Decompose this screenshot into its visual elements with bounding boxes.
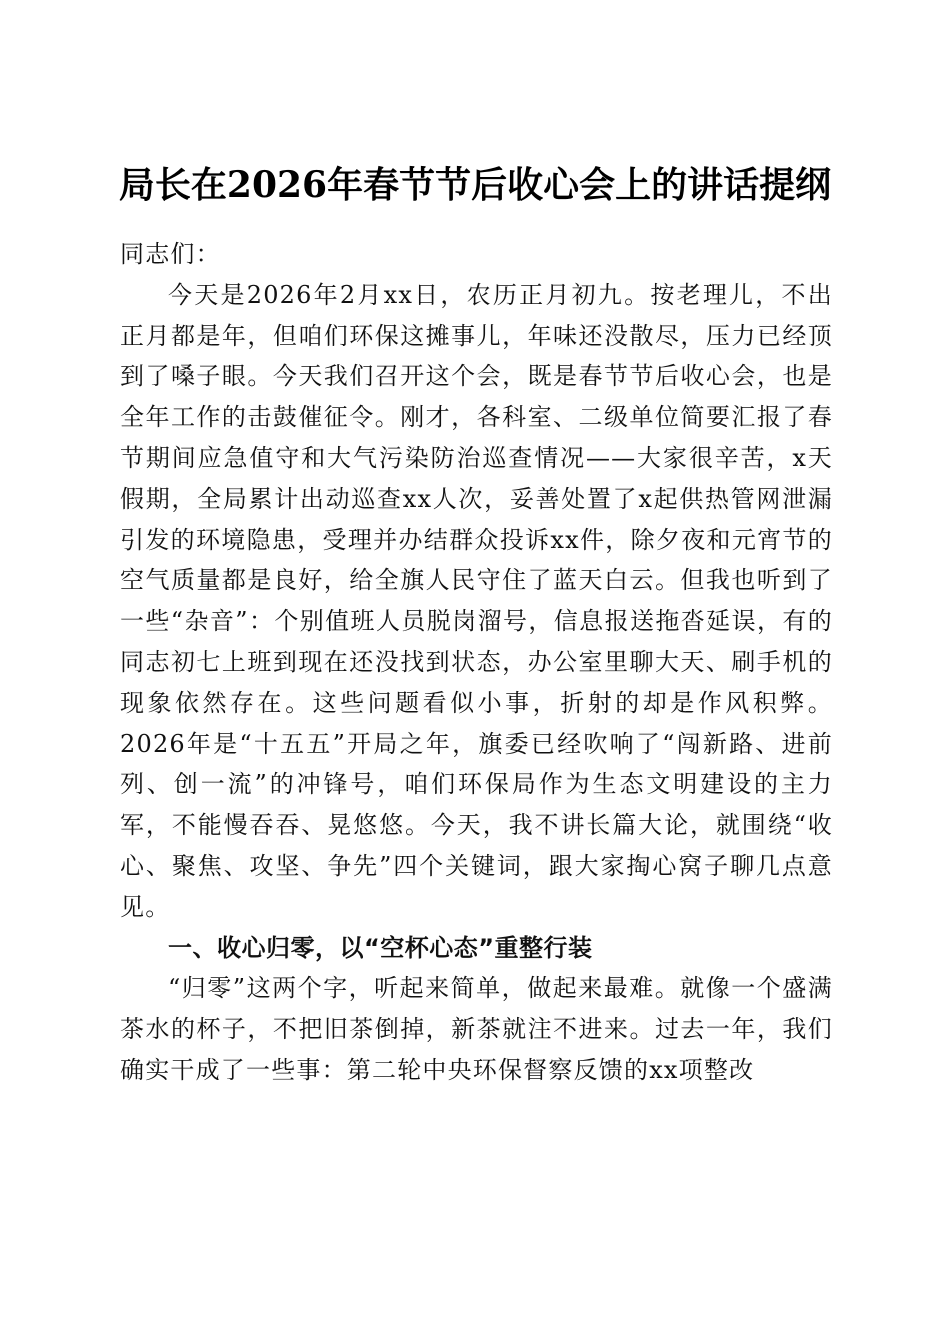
paragraph-opening: 今天是2026年2月xx日，农历正月初九。按老理儿，不出正月都是年，但咱们环保这摊事儿，年味还没散尽，压力已经顶到了嗓子眼。今天我们召开这个会，既是春节节后收心会，也是全年工作的击鼓催征令。刚才，各科室、二级单位简要汇报了春节期间应急值守和大气污染防治巡查情况——大家很辛苦，x天假期，全局累计出动巡查xx人次，妥善处置了x起供热管网泄漏引发的环境隐患，受理并办结群众投诉xx件，除夕夜和元宵节的空气质量都是良好，给全旗人民守住了蓝天白云。但我也听到了一些“杂音”：个别值班人员脱岗溜号，信息报送拖沓延误，有的同志初七上班到现在还没找到状态，办公室里聊大天、刷手机的现象依然存在。这些问题看似小事，折射的却是作风积弊。2026年是“十五五”开局之年，旗委已经吹响了“闯新路、进前列、创一流”的冲锋号，咱们环保局作为生态文明建设的主力军，不能慢吞吞、晃悠悠。今天，我不讲长篇大论，就围绕“收心、聚焦、攻坚、争先”四个关键词，跟大家掏心窝子聊几点意见。 bbox=[120, 280, 833, 921]
section-heading-1: 一、收心归零，以“空杯心态”重整行装 bbox=[168, 933, 593, 962]
paragraph-section-1: “归零”这两个字，听起来简单，做起来最难。就像一个盛满茶水的杯子，不把旧茶倒掉，新茶就注不进来。过去一年，我们确实干成了一些事：第二轮中央环保督察反馈的xx项整改 bbox=[120, 974, 833, 1084]
document-body bbox=[120, 234, 833, 1091]
salutation: 同志们： bbox=[120, 240, 221, 268]
document-title: 局长在2026年春节节后收心会上的讲话提纲 bbox=[118, 164, 832, 207]
